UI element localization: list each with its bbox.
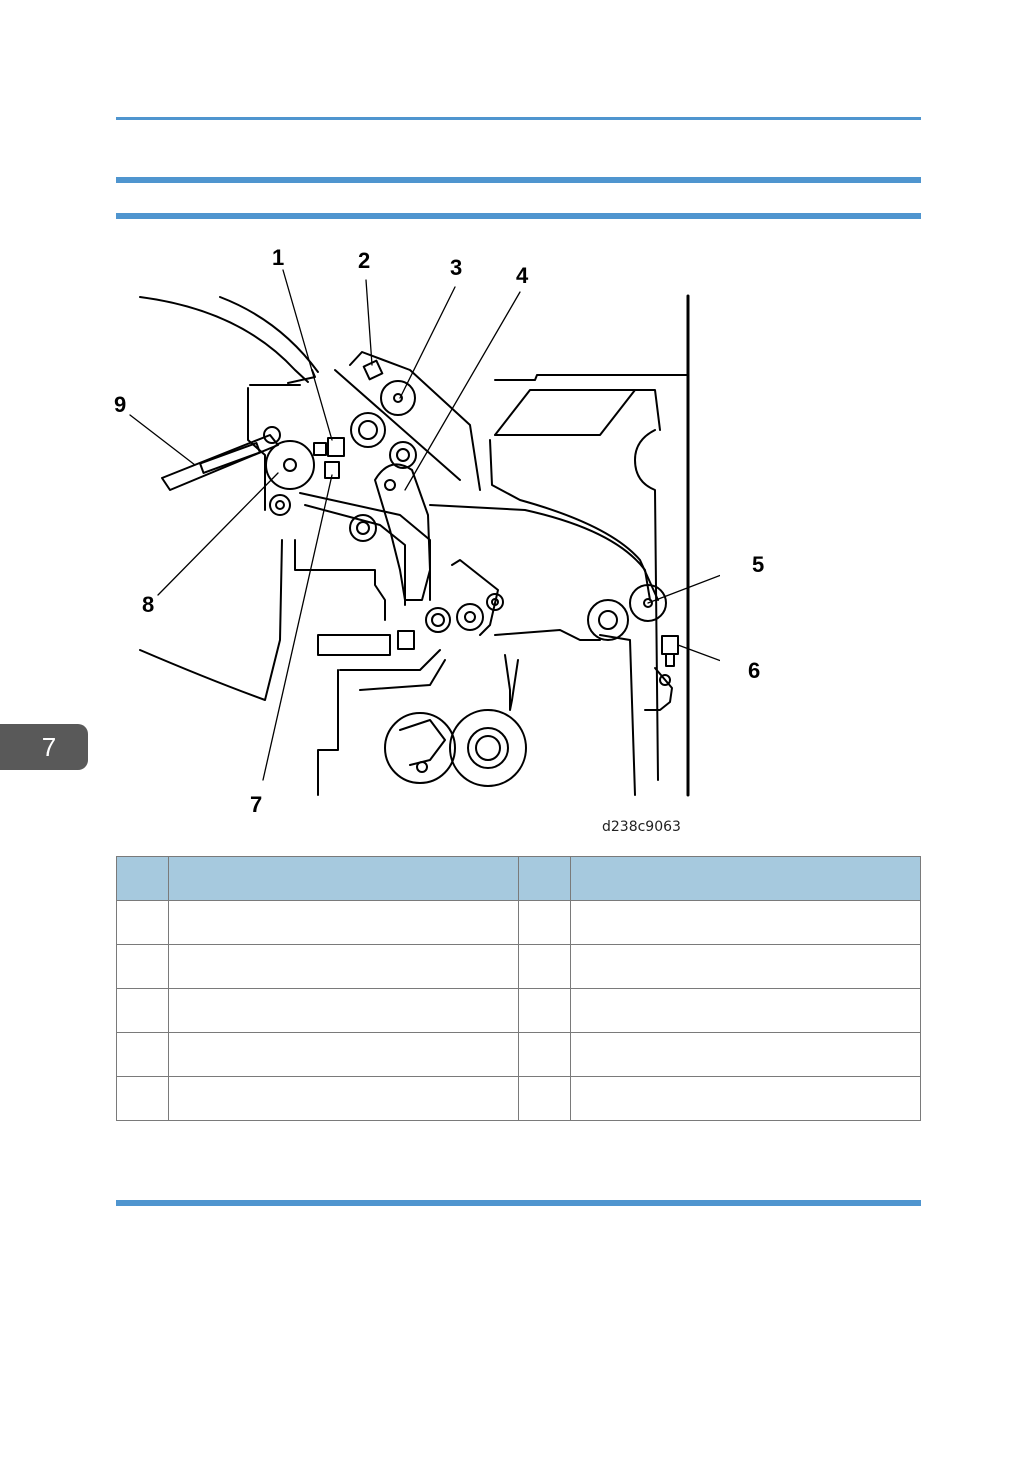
callout-5-right: 5 <box>752 552 765 577</box>
header-rule-top <box>116 117 921 120</box>
table-cell <box>169 989 519 1033</box>
section-rule-upper <box>116 177 921 183</box>
table-cell <box>169 1033 519 1077</box>
table-cell <box>571 989 921 1033</box>
section-rule-bottom <box>116 1200 921 1206</box>
callout-3: 3 <box>450 255 463 280</box>
callout-4: 4 <box>516 263 529 288</box>
table-cell <box>571 945 921 989</box>
table-cell <box>519 989 571 1033</box>
callout-6: 6 <box>748 658 761 683</box>
table-header-row <box>117 857 921 901</box>
chapter-tab <box>0 724 88 770</box>
table-cell <box>117 945 169 989</box>
figure-code: d238c9063 <box>602 819 681 835</box>
header-no-right <box>519 857 571 901</box>
section-rule-lower <box>116 213 921 219</box>
paper-feed-diagram <box>100 240 720 840</box>
table-cell <box>571 1033 921 1077</box>
table-cell <box>169 1077 519 1121</box>
table-cell <box>169 945 519 989</box>
table-row <box>117 1077 921 1121</box>
header-name-right <box>571 857 921 901</box>
table-cell <box>117 989 169 1033</box>
callout-7: 7 <box>250 792 263 817</box>
table-cell <box>571 1077 921 1121</box>
header-no-left <box>117 857 169 901</box>
table-cell <box>519 1077 571 1121</box>
chapter-number: 7 <box>41 731 57 762</box>
callout-2: 2 <box>358 248 371 273</box>
table-row <box>117 901 921 945</box>
table-row <box>117 989 921 1033</box>
table-cell <box>519 945 571 989</box>
table-cell <box>117 1033 169 1077</box>
table-row <box>117 945 921 989</box>
table-cell <box>519 901 571 945</box>
table-cell <box>117 901 169 945</box>
table-cell <box>571 901 921 945</box>
parts-table <box>116 856 921 1121</box>
right-callouts <box>720 540 780 700</box>
table-row <box>117 1033 921 1077</box>
header-name-left <box>169 857 519 901</box>
callout-9: 9 <box>114 392 127 417</box>
table-cell <box>169 901 519 945</box>
table-cell <box>117 1077 169 1121</box>
callout-1: 1 <box>272 245 285 270</box>
callout-8: 8 <box>142 592 155 617</box>
table-cell <box>519 1033 571 1077</box>
